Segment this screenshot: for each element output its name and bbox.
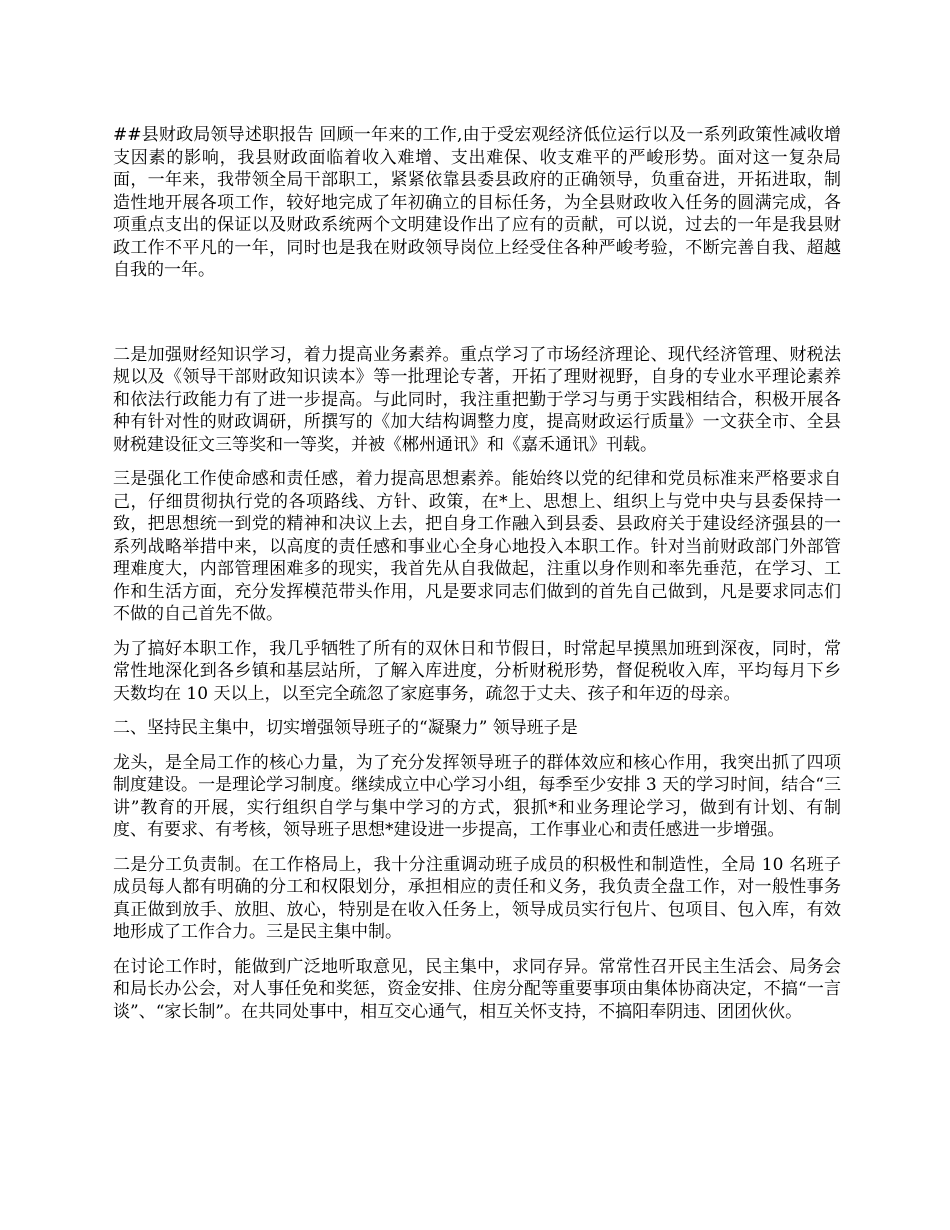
democracy-paragraph: 在讨论工作时，能做到广泛地听取意见，民主集中，求同存异。常常性召开民主生活会、局务会和局长办公会，对人事任免和奖惩，资金安排、住房分配等重要事项由集体协商决定，不搞“一言谈”、“家长制”。在共同处事中，相互交心通气，相互关怀支持，不搞阳奉阴违、团团伙伙。 [113,956,841,1022]
document-page [113,124,841,1035]
responsibility-paragraph: 三是强化工作使命感和责任感，着力提高思想素养。能始终以党的纪律和党员标准来严格要求自己，仔细贯彻执行党的各项路线、方针、政策，在*上、思想上、组织上与党中央与县委保持一致，把思想统一到党的精神和决议上去，把自身工作融入到县委、县政府关于建设经济强县的一系列战略举措中来，以高度的责任感和事业心全身心地投入本职工作。针对当前财政部门外部管理难度大，内部管理困难多的现实，我首先从自我做起，注重以身作则和率先垂范，在学习、工作和生活方面，充分发挥模范带头作用，凡是要求同志们做到的首先自己做到，凡是要求同志们不做的自己首先不做。 [113,469,841,624]
leadership-paragraph: 龙头，是全局工作的核心力量，为了充分发挥领导班子的群体效应和核心作用，我突出抓了四项制度建设。一是理论学习制度。继续成立中心学习小组，每季至少安排 3 天的学习时间，结合“三讲”教育的开展，实行组织自学与集中学习的方式，狠抓*和业务理论学习，做到有计划、有制度、有要求、有考核，领导班子思想*建设进一步提高，工作事业心和责任感进一步增强。 [113,752,841,840]
section-heading-paragraph: 二、坚持民主集中，切实增强领导班子的“凝聚力” 领导班子是 [113,718,578,738]
division-paragraph: 二是分工负责制。在工作格局上，我十分注重调动班子成员的积极性和制造性，全局 10 名班子成员每人都有明确的分工和权限划分，承担相应的责任和义务，我负责全盘工作，对一般性事务真正做到放手、放胆、放心，特别是在收入任务上，领导成员实行包片、包项目、包入库，有效地形成了工作合力。三是民主集中制。 [113,854,841,942]
intro-paragraph: ##县财政局领导述职报告 回顾一年来的工作,由于受宏观经济低位运行以及一系列政策性减收增支因素的影响，我县财政面临着收入难增、支出难保、收支难平的严峻形势。面对这一复杂局面，一年来，我带领全局干部职工，紧紧依靠县委县政府的正确领导，负重奋进，开拓进取，制造性地开展各项工作，较好地完成了年初确立的目标任务，为全县财政收入任务的圆满完成，各项重点支出的保证以及财政系统两个文明建设作出了应有的贡献，可以说，过去的一年是我县财政工作不平凡的一年，同时也是我在财政领导岗位上经受住各种严峻考验，不断完善自我、超越自我的一年。 [113,125,841,280]
study-paragraph: 二是加强财经知识学习，着力提高业务素养。重点学习了市场经济理论、现代经济管理、财税法规以及《领导干部财政知识读本》等一批理论专著，开拓了理财视野，自身的专业水平理论素养和依法行政能力有了进一步提高。与此同时，我注重把勤于学习与勇于实践相结合，积极开展各种有针对性的财政调研，所撰写的《加大结构调整力度，提高财政运行质量》一文获全市、全县财税建设征文三等奖和一等奖，并被《郴州通讯》和《嘉禾通讯》刊载。 [113,344,841,455]
section-gap [113,294,841,344]
dedication-paragraph: 为了搞好本职工作，我几乎牺牲了所有的双休日和节假日，时常起早摸黑加班到深夜，同时，常常性地深化到各乡镇和基层站所，了解入库进度，分析财税形势，督促税收入库，平均每月下乡天数均在 10 天以上，以至完全疏忽了家庭事务，疏忽于丈夫、孩子和年迈的母亲。 [113,638,841,704]
